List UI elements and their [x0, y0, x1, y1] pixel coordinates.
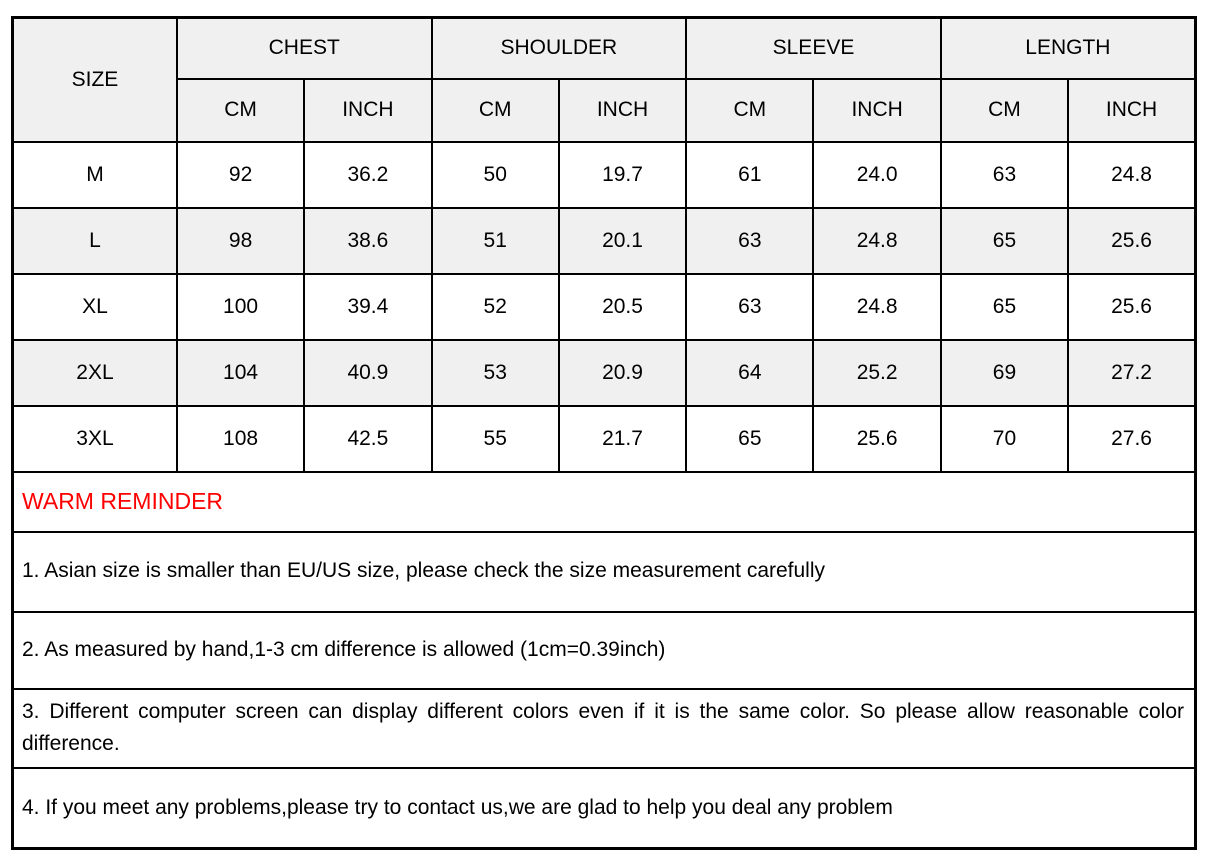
- unit-header: CM: [177, 79, 304, 142]
- value-cell: 39.4: [304, 274, 431, 340]
- value-cell: 65: [941, 274, 1068, 340]
- chest-group-header: CHEST: [177, 18, 432, 79]
- value-cell: 42.5: [304, 406, 431, 472]
- value-cell: 27.2: [1068, 340, 1195, 406]
- value-cell: 25.6: [813, 406, 940, 472]
- table-row-3xl: [13, 406, 1196, 472]
- reminder-note-row: [13, 612, 1196, 689]
- value-cell: 65: [686, 406, 813, 472]
- value-cell: 51: [432, 208, 559, 274]
- value-cell: 92: [177, 142, 304, 208]
- value-cell: 98: [177, 208, 304, 274]
- table-row-m: [13, 142, 1196, 208]
- value-cell: 20.5: [559, 274, 686, 340]
- size-chart-table: [11, 16, 1197, 850]
- reminder-title-row: [13, 472, 1196, 532]
- value-cell: 24.8: [1068, 142, 1195, 208]
- value-cell: 25.2: [813, 340, 940, 406]
- unit-header: INCH: [813, 79, 940, 142]
- size-cell: M: [13, 142, 177, 208]
- reminder-note-row: [13, 768, 1196, 849]
- unit-header: INCH: [304, 79, 431, 142]
- value-cell: 70: [941, 406, 1068, 472]
- value-cell: 21.7: [559, 406, 686, 472]
- value-cell: 20.1: [559, 208, 686, 274]
- table-row-xl: [13, 274, 1196, 340]
- reminder-note-4: 4. If you meet any problems,please try to contact us,we are glad to help you deal any problem: [13, 768, 1196, 849]
- unit-header: INCH: [559, 79, 686, 142]
- value-cell: 63: [941, 142, 1068, 208]
- value-cell: 25.6: [1068, 208, 1195, 274]
- value-cell: 25.6: [1068, 274, 1195, 340]
- value-cell: 24.0: [813, 142, 940, 208]
- size-cell: 2XL: [13, 340, 177, 406]
- value-cell: 40.9: [304, 340, 431, 406]
- unit-header: CM: [686, 79, 813, 142]
- value-cell: 50: [432, 142, 559, 208]
- unit-header: CM: [941, 79, 1068, 142]
- value-cell: 55: [432, 406, 559, 472]
- value-cell: 63: [686, 274, 813, 340]
- value-cell: 19.7: [559, 142, 686, 208]
- shoulder-group-header: SHOULDER: [432, 18, 687, 79]
- value-cell: 104: [177, 340, 304, 406]
- value-cell: 65: [941, 208, 1068, 274]
- size-cell: XL: [13, 274, 177, 340]
- value-cell: 53: [432, 340, 559, 406]
- sleeve-group-header: SLEEVE: [686, 18, 941, 79]
- table-row-2xl: [13, 340, 1196, 406]
- value-cell: 24.8: [813, 208, 940, 274]
- value-cell: 24.8: [813, 274, 940, 340]
- value-cell: 63: [686, 208, 813, 274]
- reminder-title: WARM REMINDER: [13, 472, 1196, 532]
- group-header-row: [13, 18, 1196, 79]
- unit-header: INCH: [1068, 79, 1195, 142]
- length-group-header: LENGTH: [941, 18, 1196, 79]
- table-row-l: [13, 208, 1196, 274]
- reminder-note-2: 2. As measured by hand,1-3 cm difference is allowed (1cm=0.39inch): [13, 612, 1196, 689]
- value-cell: 27.6: [1068, 406, 1195, 472]
- reminder-note-row: [13, 532, 1196, 612]
- size-cell: L: [13, 208, 177, 274]
- value-cell: 20.9: [559, 340, 686, 406]
- size-cell: 3XL: [13, 406, 177, 472]
- value-cell: 69: [941, 340, 1068, 406]
- value-cell: 64: [686, 340, 813, 406]
- value-cell: 38.6: [304, 208, 431, 274]
- reminder-note-1: 1. Asian size is smaller than EU/US size, please check the size measurement carefully: [13, 532, 1196, 612]
- size-column-header: SIZE: [13, 18, 177, 142]
- reminder-note-row: [13, 689, 1196, 768]
- value-cell: 100: [177, 274, 304, 340]
- value-cell: 52: [432, 274, 559, 340]
- value-cell: 36.2: [304, 142, 431, 208]
- reminder-note-3: 3. Different computer screen can display different colors even if it is the same color. So please allow reasonable color difference.: [13, 689, 1196, 768]
- value-cell: 61: [686, 142, 813, 208]
- unit-header-row: [13, 79, 1196, 142]
- value-cell: 108: [177, 406, 304, 472]
- unit-header: CM: [432, 79, 559, 142]
